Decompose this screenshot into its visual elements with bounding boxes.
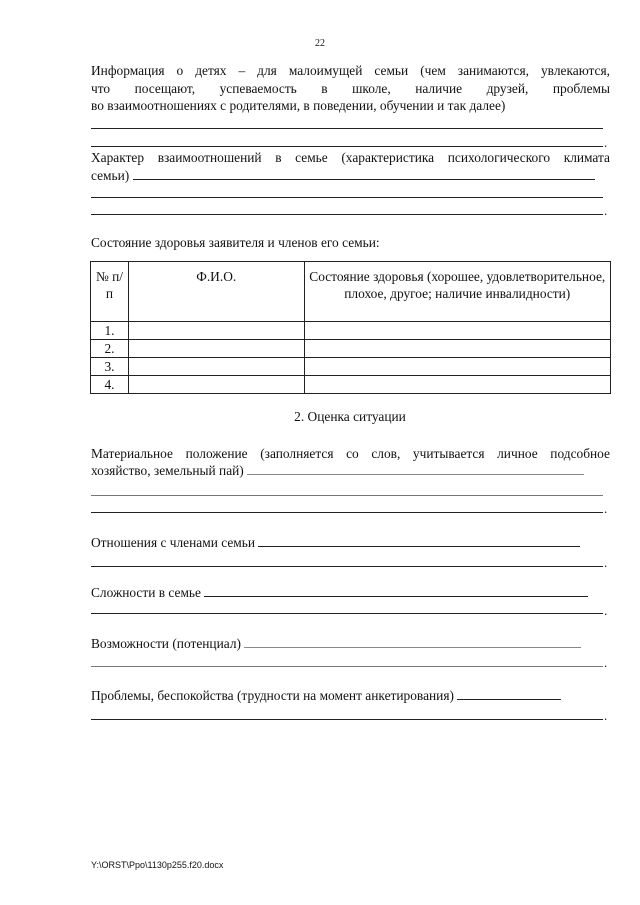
relations-members-fill-line-1[interactable] — [258, 546, 580, 547]
line-end-period: . — [604, 655, 608, 670]
problems-label: Проблемы, беспокойства (трудности на момент анкетирования) — [91, 688, 454, 703]
page-number: 22 — [315, 38, 325, 49]
health-title: Состояние здоровья заявителя и членов его семьи: — [91, 235, 380, 250]
relations-members-row — [91, 534, 610, 552]
row-number: 4. — [91, 376, 129, 394]
difficulties-fill-line-1[interactable] — [204, 596, 588, 597]
health-table — [90, 261, 611, 394]
material-fill-line-2[interactable] — [91, 495, 603, 496]
problems-fill-line-1[interactable] — [457, 699, 561, 700]
header-number: № п/п — [91, 262, 129, 322]
children-info-line-2: что посещают, успеваемость в школе, наличие друзей, проблемы — [91, 81, 610, 96]
row-number: 1. — [91, 322, 129, 340]
family-relations-fill-line-3[interactable] — [91, 214, 603, 215]
line-end-period: . — [604, 501, 608, 516]
possibilities-label: Возможности (потенциал) — [91, 636, 241, 651]
name-cell[interactable] — [128, 358, 304, 376]
line-end-period: . — [604, 708, 608, 723]
table-row — [91, 358, 611, 376]
health-state-cell[interactable] — [304, 340, 610, 358]
line-end-period: . — [604, 603, 608, 618]
health-state-cell[interactable] — [304, 358, 610, 376]
family-relations-row — [91, 167, 610, 185]
difficulties-row — [91, 584, 610, 602]
family-relations-fill-line-2[interactable] — [91, 197, 603, 198]
name-cell[interactable] — [128, 322, 304, 340]
footer-file-path: Y:\ORST\Ppo\1130p255.f20.docx — [91, 860, 224, 870]
row-number: 2. — [91, 340, 129, 358]
possibilities-fill-line-2[interactable] — [91, 666, 603, 667]
health-state-cell[interactable] — [304, 322, 610, 340]
row-number: 3. — [91, 358, 129, 376]
line-end-period: . — [604, 555, 608, 570]
children-info-line-1: Информация о детях – для малоимущей семьи (чем занимаются, увлекаются, — [91, 63, 610, 78]
line-end-period: . — [604, 203, 608, 218]
header-name: Ф.И.О. — [128, 262, 304, 322]
health-state-cell[interactable] — [304, 376, 610, 394]
table-row — [91, 322, 611, 340]
difficulties-label: Сложности в семье — [91, 585, 201, 600]
possibilities-row — [91, 635, 610, 653]
material-line-1: Материальное положение (заполняется со слов, учитывается личное подсобное — [91, 446, 610, 461]
family-relations-fill-line-1[interactable] — [133, 179, 595, 180]
children-info-fill-line-2[interactable] — [91, 146, 603, 147]
children-info-line-3: во взаимоотношениях с родителями, в поведении, обучении и так далее) — [91, 98, 506, 113]
name-cell[interactable] — [128, 376, 304, 394]
relations-members-fill-line-2[interactable] — [91, 566, 603, 567]
header-health-state: Состояние здоровья (хорошее, удовлетворительное, плохое, другое; наличие инвалидности) — [304, 262, 610, 322]
material-fill-line-3[interactable] — [91, 512, 603, 513]
possibilities-fill-line-1[interactable] — [244, 647, 581, 648]
line-end-period: . — [604, 135, 608, 150]
problems-fill-line-2[interactable] — [91, 719, 603, 720]
children-info-fill-line-1[interactable] — [91, 128, 603, 129]
family-relations-line-2: семьи) — [91, 168, 130, 183]
relations-members-label: Отношения с членами семьи — [91, 535, 256, 550]
difficulties-fill-line-2[interactable] — [91, 613, 603, 614]
material-fill-line-1[interactable] — [247, 474, 584, 475]
table-row — [91, 376, 611, 394]
material-row — [91, 462, 610, 480]
material-line-2: хозяйство, земельный пай) — [91, 463, 244, 478]
health-table-header — [91, 262, 611, 322]
name-cell[interactable] — [128, 340, 304, 358]
section-2-title: 2. Оценка ситуации — [294, 409, 406, 424]
table-row — [91, 340, 611, 358]
problems-row — [91, 687, 610, 705]
family-relations-line-1: Характер взаимоотношений в семье (характеристика психологического климата — [91, 150, 610, 165]
